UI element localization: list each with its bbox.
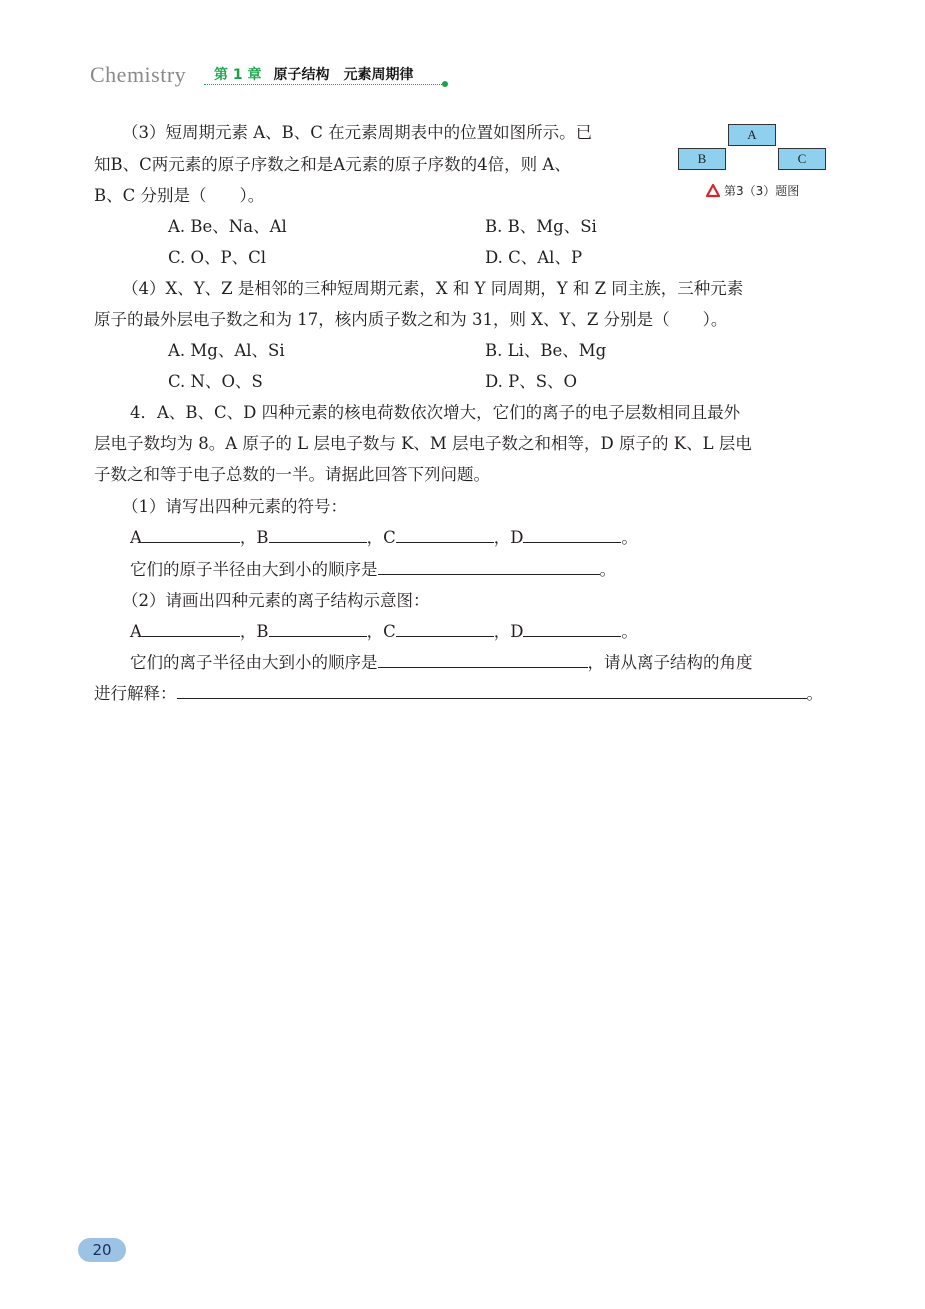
label-a: A	[130, 528, 142, 547]
chapter-title-1: 原子结构	[273, 67, 330, 83]
symbol-answer-row	[130, 527, 638, 549]
chapter-title-2: 元素周期律	[343, 67, 414, 83]
label-a: A	[130, 622, 142, 641]
sep: ，	[493, 528, 511, 547]
atomic-radius-label: 它们的原子半径由大到小的顺序是	[130, 560, 378, 579]
q3-option-a: A. Be、Na、Al	[168, 217, 287, 236]
q3-option-b: B. B、Mg、Si	[485, 217, 597, 236]
figure-caption: 第3（3）题图	[724, 184, 800, 198]
period: 。	[621, 622, 638, 641]
q3-line-3: B、C 分别是（ ）。	[94, 186, 265, 205]
ion-diagram-answer-row	[130, 621, 638, 643]
period: 。	[621, 528, 638, 547]
atomic-radius-blank[interactable]	[378, 559, 600, 575]
ion-radius-tail: ，请从离子结构的角度	[587, 653, 753, 672]
label-d: D	[510, 622, 524, 641]
cell-c: C	[778, 148, 826, 170]
page-number: 20	[78, 1238, 126, 1262]
periodic-table-figure	[678, 124, 826, 172]
q4sub-line-2: 原子的最外层电子数之和为 17，核内质子数之和为 31，则 X、Y、Z 分别是（ ）。	[94, 310, 728, 329]
answer-blank-c[interactable]	[396, 527, 494, 543]
sep: ，	[239, 622, 257, 641]
period: 。	[599, 560, 616, 579]
label-c: C	[383, 528, 396, 547]
sep: ，	[239, 528, 257, 547]
ion-radius-row	[130, 652, 753, 674]
warning-triangle-icon	[706, 184, 720, 198]
answer-blank-d[interactable]	[523, 527, 621, 543]
sep: ，	[366, 528, 384, 547]
sep: ，	[493, 622, 511, 641]
brand-title: Chemistry	[90, 62, 187, 87]
answer-blank-b[interactable]	[269, 527, 367, 543]
explain-blank[interactable]	[177, 683, 807, 699]
atomic-radius-row	[130, 559, 616, 581]
explain-label: 进行解释：	[94, 684, 177, 703]
explain-row	[94, 683, 823, 705]
ion-blank-a[interactable]	[142, 621, 240, 637]
period: 。	[806, 684, 823, 703]
q4-part-1: （1）请写出四种元素的符号：	[122, 497, 347, 516]
chapter-number: 第 1 章	[214, 67, 262, 83]
label-c: C	[383, 622, 396, 641]
header-dot	[442, 81, 448, 87]
q4sub-option-b: B. Li、Be、Mg	[485, 341, 607, 360]
q4sub-line-1: （4）X、Y、Z 是相邻的三种短周期元素，X 和 Y 同周期，Y 和 Z 同主族，三种元素	[122, 279, 744, 298]
ion-blank-d[interactable]	[523, 621, 621, 637]
q4sub-option-c: C. N、O、S	[168, 372, 263, 391]
q3-option-c: C. O、P、Cl	[168, 248, 267, 267]
q3-line-1: （3）短周期元素 A、B、C 在元素周期表中的位置如图所示。已	[122, 123, 593, 142]
cell-b: B	[678, 148, 726, 170]
cell-a: A	[728, 124, 776, 146]
q4-line-3: 子数之和等于电子总数的一半。请据此回答下列问题。	[94, 465, 490, 484]
header-dotted-rule	[204, 84, 444, 85]
q4-part-2: （2）请画出四种元素的离子结构示意图：	[122, 591, 430, 610]
sep: ，	[366, 622, 384, 641]
label-d: D	[510, 528, 524, 547]
q4-line-1: 4．A、B、C、D 四种元素的核电荷数依次增大，它们的离子的电子层数相同且最外	[130, 403, 741, 422]
ion-radius-blank[interactable]	[378, 652, 588, 668]
label-b: B	[256, 528, 269, 547]
ion-blank-b[interactable]	[269, 621, 367, 637]
answer-blank-a[interactable]	[142, 527, 240, 543]
chapter-heading	[214, 64, 414, 84]
q4-line-2: 层电子数均为 8。A 原子的 L 层电子数与 K、M 层电子数之和相等，D 原子的 K、L 层电	[94, 434, 752, 453]
q3-option-d: D. C、Al、P	[485, 248, 583, 267]
ion-blank-c[interactable]	[396, 621, 494, 637]
label-b: B	[256, 622, 269, 641]
q4sub-option-a: A. Mg、Al、Si	[168, 341, 285, 360]
q3-line-2: 知B、C两元素的原子序数之和是A元素的原子序数的4倍，则 A、	[94, 155, 571, 174]
page-header	[90, 60, 450, 92]
ion-radius-label: 它们的离子半径由大到小的顺序是	[130, 653, 378, 672]
q4sub-option-d: D. P、S、O	[485, 372, 578, 391]
